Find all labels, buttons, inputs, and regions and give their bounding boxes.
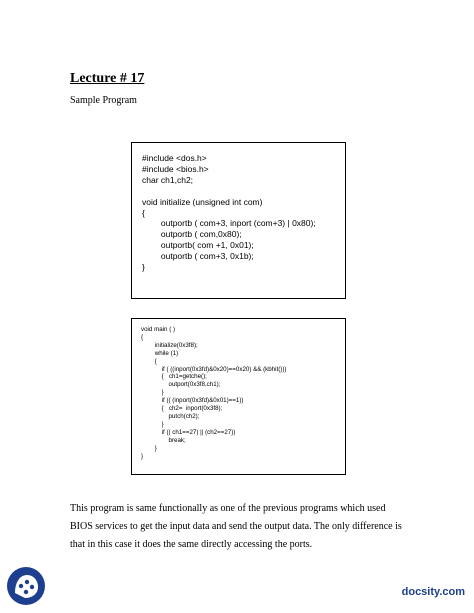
docsity-logo-icon[interactable] — [6, 566, 46, 606]
code-text-main: void main ( ) { initialize(0x3f8); while (1) { if ( ((inport(0x3fd)&0x20)==0x20) && (kbhit())) { ch1=getche(); outport(0x3f8,ch1); } if (( (inport(0x3fd)&0x01)==1)) { ch2= inport(0x3f8); putch(ch2); } if (( ch1==27) || (ch2==27)) break; } } — [141, 326, 287, 460]
description-paragraph: This program is same functionally as one of the previous programs which used BIOS services to get the input data and send the output data. The only difference is that in this case it does the same directly accessing the ports. — [70, 503, 402, 550]
page-subtitle: Sample Program — [70, 95, 137, 106]
code-text-initialize: #include <dos.h> #include <bios.h> char ch1,ch2; void initialize (unsigned int com) { outportb ( com+3, inport (com+3) | 0x80); outportb ( com,0x80); outportb( com +1, 0x01); outportb ( com+3, 0x1b); } — [142, 153, 316, 273]
brand-link[interactable]: docsity.com — [401, 586, 465, 598]
code-block-main — [131, 318, 346, 475]
page-title: Lecture # 17 — [70, 71, 145, 86]
code-block-initialize — [131, 142, 346, 299]
